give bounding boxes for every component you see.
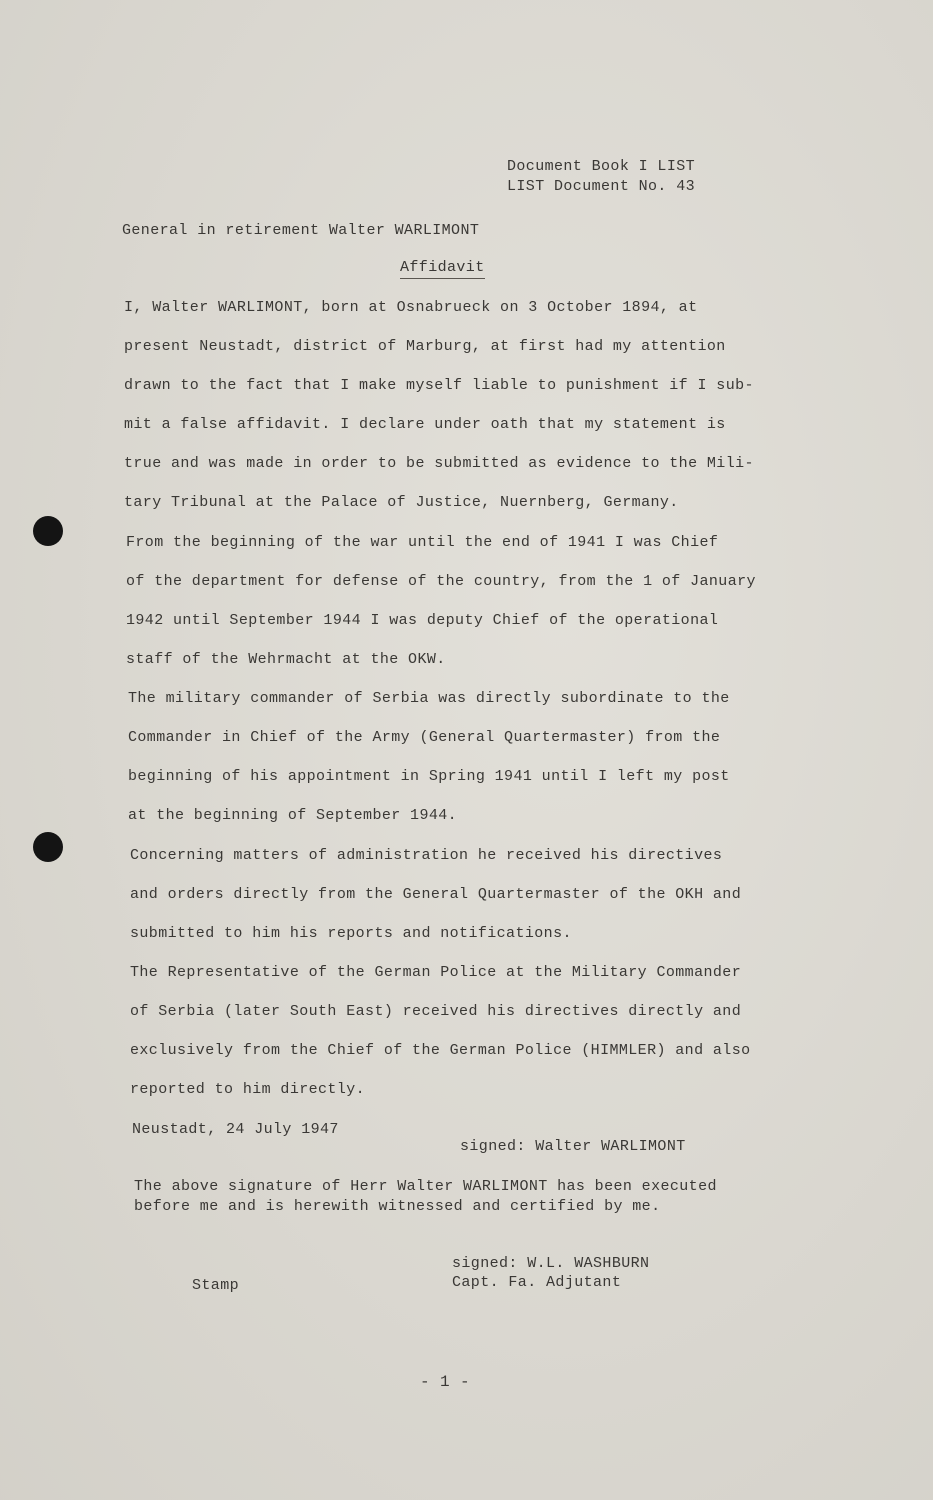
body-line: mit a false affidavit. I declare under oath that my statement is [124, 416, 726, 433]
page-number: - 1 - [420, 1373, 471, 1391]
header-line-2: LIST Document No. 43 [507, 178, 696, 195]
punch-hole-bottom [33, 832, 63, 862]
place-date: Neustadt, 24 July 1947 [132, 1121, 339, 1138]
witness-rank: Capt. Fa. Adjutant [452, 1274, 622, 1291]
body-line: at the beginning of September 1944. [128, 807, 458, 824]
stamp-label: Stamp [192, 1277, 240, 1294]
body-line: I, Walter WARLIMONT, born at Osnabrueck on 3 October 1894, at [124, 299, 698, 316]
body-line: exclusively from the Chief of the German Police (HIMMLER) and also [130, 1042, 751, 1059]
body-line: The Representative of the German Police at the Military Commander [130, 964, 742, 981]
body-line: tary Tribunal at the Palace of Justice, Nuernberg, Germany. [124, 494, 679, 511]
header-line-1: Document Book I LIST [507, 158, 696, 175]
witness-signature: signed: W.L. WASHBURN [452, 1255, 650, 1272]
body-line: reported to him directly. [130, 1081, 366, 1098]
body-line: The military commander of Serbia was directly subordinate to the [128, 690, 730, 707]
body-line: drawn to the fact that I make myself liable to punishment if I sub- [124, 377, 754, 394]
body-line: beginning of his appointment in Spring 1941 until I left my post [128, 768, 730, 785]
body-line: staff of the Wehrmacht at the OKW. [126, 651, 446, 668]
author-line: General in retirement Walter WARLIMONT [122, 222, 480, 239]
body-line: true and was made in order to be submitted as evidence to the Mili- [124, 455, 754, 472]
body-line: present Neustadt, district of Marburg, at first had my attention [124, 338, 726, 355]
body-line: submitted to him his reports and notifications. [130, 925, 572, 942]
body-line: Commander in Chief of the Army (General Quartermaster) from the [128, 729, 721, 746]
body-line: of the department for defense of the country, from the 1 of January [126, 573, 756, 590]
punch-hole-top [33, 516, 63, 546]
affiant-signature: signed: Walter WARLIMONT [460, 1138, 686, 1155]
body-line: From the beginning of the war until the end of 1941 I was Chief [126, 534, 719, 551]
title-text: Affidavit [400, 259, 485, 279]
body-line: of Serbia (later South East) received his directives directly and [130, 1003, 742, 1020]
certification-line-1: The above signature of Herr Walter WARLIMONT has been executed [134, 1178, 717, 1195]
body-line: and orders directly from the General Quartermaster of the OKH and [130, 886, 742, 903]
document-title [400, 259, 485, 276]
certification-line-2: before me and is herewith witnessed and certified by me. [134, 1198, 661, 1215]
body-line: 1942 until September 1944 I was deputy Chief of the operational [126, 612, 719, 629]
body-line: Concerning matters of administration he received his directives [130, 847, 723, 864]
